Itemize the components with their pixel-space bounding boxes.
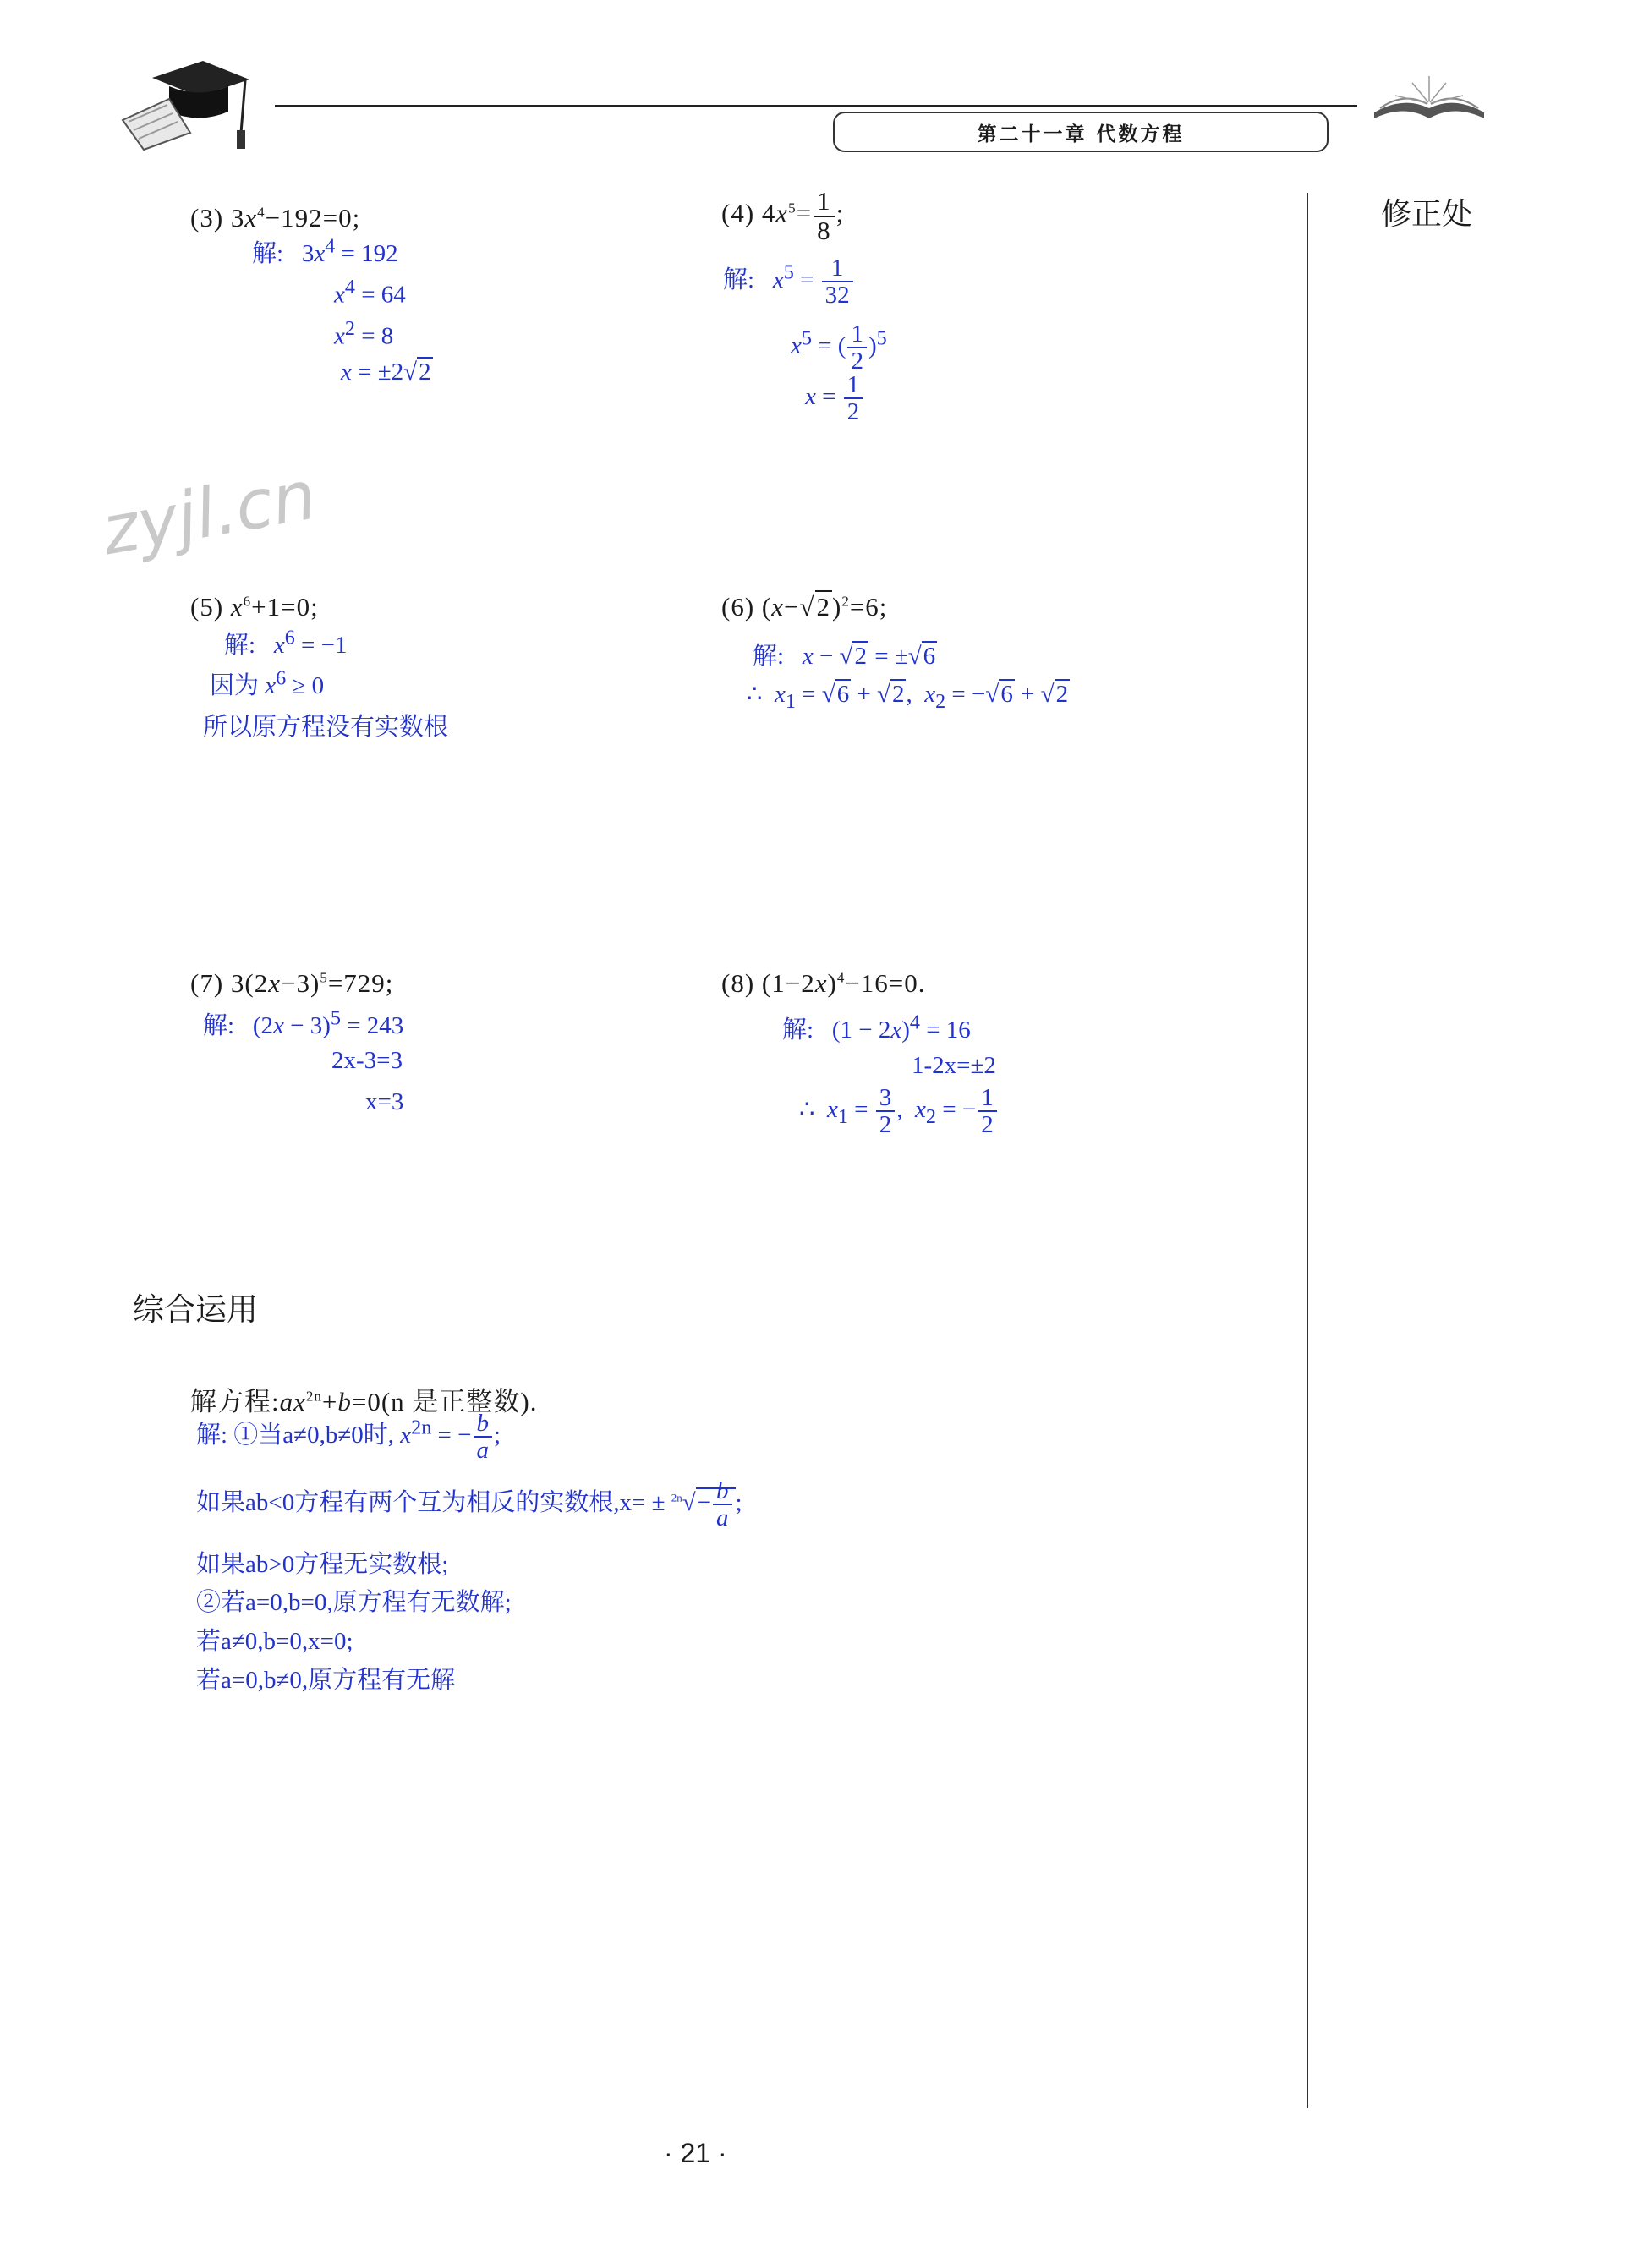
page-number: · 21 ·: [664, 2138, 727, 2168]
synthesis-line5: 若a≠0,b=0,x=0;: [196, 1628, 353, 1655]
solution-7-line3: x=3: [365, 1088, 404, 1115]
synthesis-line1: 解: ①当a≠0,b≠0时, $x^{2n}$ = − $\frac{b}{a}$ ;: [196, 1410, 501, 1465]
synthesis-line4: ②若a=0,b=0,原方程有无数解;: [196, 1589, 512, 1616]
solution-8-line1: 解: $(1 - 2x)^4 = 16$: [782, 1011, 971, 1044]
solution-3-line1: 解: $3x^4 = 192$: [252, 234, 398, 267]
margin-title: 修正处: [1381, 197, 1473, 232]
question-suffix: (n 是正整数).: [381, 1387, 538, 1416]
header-logo-icon: [118, 52, 254, 154]
solution-4-line2: $x^5$ = ( $\frac{1}{2}$ )$^5$: [791, 320, 887, 375]
problem-7: (7) $3(2x-3)^5=729$;: [190, 968, 394, 998]
question-prefix: 解方程:: [190, 1387, 280, 1416]
problem-label: (7): [190, 968, 224, 998]
because-word: 因为: [210, 672, 260, 699]
synthesis-line3: 如果ab>0方程无实数根;: [196, 1551, 449, 1578]
solve-word: 解:: [723, 266, 755, 294]
margin-divider: [1307, 193, 1308, 2108]
problem-8: (8) $(1-2x)^4-16=0$.: [721, 968, 926, 998]
solve-word: 解:: [782, 1016, 814, 1044]
problem-label: (6): [721, 592, 755, 622]
problem-label: (8): [721, 968, 755, 998]
solution-3-line3: $x^2 = 8$: [334, 317, 394, 350]
solution-3-line2: $x^4 = 64$: [334, 276, 406, 309]
solution-8-line3: ∴ $x_1$ = $\frac{3}{2}$ , $x_2$ = − $\frac{1}{2}$: [799, 1085, 999, 1138]
problem-label: (5): [190, 592, 224, 622]
chapter-title: 第二十一章 代数方程: [977, 123, 1185, 145]
header-rule: [275, 105, 1357, 107]
chapter-title-banner: [833, 112, 1329, 152]
synthesis-question: 解方程$:ax^{2n}+b=0(n$ 是正整数).: [190, 1387, 538, 1416]
solution-8-line2: 1-2x=±2: [912, 1052, 996, 1079]
solution-6-line2: ∴ $x_1 = √6 + √2$, $x_2 = -√6 + √2$: [747, 681, 1069, 713]
problem-label: (4): [721, 198, 755, 228]
problem-label: (3): [190, 203, 224, 233]
solution-4-line3: x = $\frac{1}{2}$: [805, 372, 864, 425]
solve-word: 解:: [203, 1012, 235, 1039]
problem-5: (5) $x^6+1=0$;: [190, 592, 319, 622]
problem-6: (6) $(x-√2)^2=6$;: [721, 592, 888, 622]
line2-prefix: 如果ab<0方程有两个互为相反的实数根,x= ±: [196, 1489, 666, 1517]
solution-3-line4: x = ±2√2: [341, 359, 431, 386]
open-book-icon: [1370, 66, 1488, 125]
solve-word: 解:: [252, 240, 284, 267]
line1-prefix: 解: ①当a≠0,b≠0时,: [196, 1422, 395, 1449]
problem-3: (3) $3x^4-192=0$;: [190, 203, 361, 233]
solution-5-line2: 因为 $x^6 \ge 0$: [210, 666, 325, 699]
solution-7-line1: 解: $(2x - 3)^5 = 243$: [203, 1006, 404, 1039]
solve-word: 解:: [224, 632, 256, 659]
synthesis-line6: 若a=0,b≠0,原方程有无解: [196, 1667, 456, 1694]
watermark: zyjl.cn: [96, 455, 322, 571]
solve-word: 解:: [753, 643, 785, 670]
synthesis-line2: 如果ab<0方程有两个互为相反的实数根,x= ± $^{2n}$√− $\frac{b}{a}$ ;: [196, 1477, 742, 1532]
solution-4-line1: 解: $x^5$ = $\frac{1}{32}$: [723, 255, 855, 309]
section-title: 综合运用: [133, 1291, 258, 1328]
solution-5-line1: 解: $x^6 = -1$: [224, 626, 348, 659]
solution-5-line3: 所以原方程没有实数根: [203, 714, 449, 741]
solution-7-line2: 2x-3=3: [331, 1047, 403, 1074]
solution-6-line1: 解: x − √2 = ±√6: [753, 643, 936, 670]
problem-4: (4) $4x^5=$ $\frac{1}{8}$ ;: [721, 186, 845, 245]
